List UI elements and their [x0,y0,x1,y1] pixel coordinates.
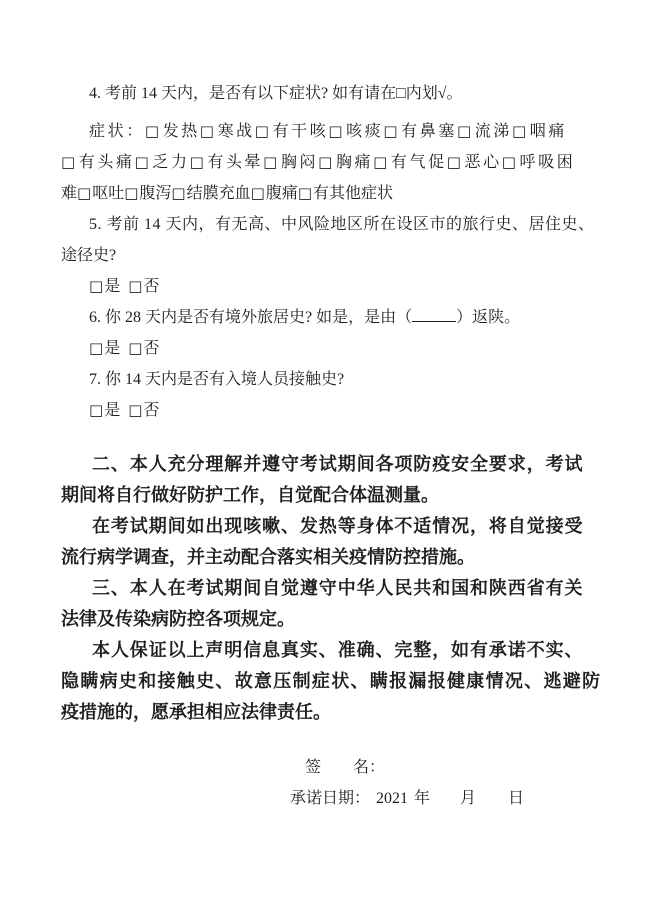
q6-no-label: 否 [143,340,160,357]
declaration-2-line-4: 流行病学调查，并主动配合落实相关疫情防控措施。 [61,547,475,567]
symptoms-line-1 [61,116,589,147]
symptom-label-conjunctival-congestion: 结膜充血 [186,185,251,202]
symptom-label-nausea: 恶心 [464,154,502,171]
symptom-label-other-symptoms: 有其他症状 [313,185,394,202]
q5-yes-checkbox-icon[interactable]: □ [89,277,104,295]
date-year-value: 2021 [376,790,409,807]
signature-row [305,752,589,783]
q5-no-checkbox-icon[interactable]: □ [128,277,143,295]
checkbox-dizziness-icon[interactable]: □ [189,153,207,171]
symptom-label-chest-pain: 胸痛 [335,154,374,171]
declaration-3-line-1: 三、本人在考试期间自觉遵守中华人民共和国和陕西省有关 [92,578,584,598]
symptom-label-nasal-congestion: 有鼻塞 [401,123,457,140]
checkbox-abdominal-pain-icon[interactable]: □ [250,184,265,202]
question-6-answer-row [61,333,589,364]
q7-yes-checkbox-icon[interactable]: □ [89,401,104,419]
symptom-label-shortness-of-breath: 有气促 [390,154,447,171]
checkbox-shortness-of-breath-icon[interactable]: □ [373,153,390,171]
declaration-2-line-1: 二、本人充分理解并遵守考试期间各项防疫安全要求，考试 [92,454,584,474]
symptom-label-dizziness: 有头晕 [207,154,264,171]
q5-no-label: 否 [143,278,160,295]
declaration-pledge-line-3: 疫措施的，愿承担相应法律责任。 [61,702,331,722]
symptom-label-headache: 有头痛 [78,154,135,171]
question-5-answer-row [61,271,589,302]
checkbox-dyspnea-icon[interactable]: □ [501,153,519,171]
checkbox-conjunctival-congestion-icon[interactable]: □ [171,184,186,202]
question-7-answer-row [61,395,589,426]
symptom-label-dyspnea-part1: 呼吸困 [519,154,576,171]
checkbox-runny-nose-icon[interactable]: □ [456,122,474,140]
section-spacer [61,426,589,449]
q7-no-label: 否 [143,402,160,419]
question-6-prefix: 6. 你 28 天内是否有境外旅居史? 如是，是由（ [89,309,413,326]
symptom-label-sputum: 咳痰 [346,123,384,140]
checkbox-chills-icon[interactable]: □ [199,122,217,140]
checkbox-sputum-icon[interactable]: □ [328,122,346,140]
symptom-label-sore-throat: 咽痛 [529,123,567,140]
checkbox-fatigue-icon[interactable]: □ [134,153,152,171]
symptoms-line-2 [61,147,589,178]
question-4-text: 4. 考前 14 天内，是否有以下症状? 如有请在□内划√。 [89,85,463,102]
date-row [290,783,589,814]
checkbox-chest-pain-icon[interactable]: □ [318,153,335,171]
symptom-label-chills: 寒战 [217,123,255,140]
checkbox-diarrhea-icon[interactable]: □ [124,184,139,202]
checkbox-chest-tightness-icon[interactable]: □ [263,153,280,171]
symptom-label-abdominal-pain: 腹痛 [265,185,298,202]
checkbox-sore-throat-icon[interactable]: □ [511,122,529,140]
checkbox-vomiting-icon[interactable]: □ [77,184,92,202]
symptom-label-dry-cough: 有干咳 [272,123,329,140]
q7-yes-label: 是 [104,402,121,419]
q5-yes-label: 是 [104,278,121,295]
symptoms-line-3 [61,178,589,209]
date-year-unit: 年 [414,790,431,807]
symptom-label-diarrhea: 腹泻 [139,185,172,202]
symptom-label-vomiting: 呕吐 [92,185,125,202]
question-5-line-2: 途径史? [61,247,117,264]
symptom-label-fatigue: 乏力 [152,154,190,171]
checkbox-nasal-congestion-icon[interactable]: □ [383,122,401,140]
form-content [61,78,602,814]
question-6-suffix: ）返陕。 [456,309,521,326]
q6-yes-label: 是 [104,340,121,357]
declaration-2-line-2: 期间将自行做好防护工作，自觉配合体温测量。 [61,485,439,505]
checkbox-nausea-icon[interactable]: □ [446,153,464,171]
checkbox-other-symptoms-icon[interactable]: □ [297,184,313,202]
date-day-unit: 日 [508,790,525,807]
date-month-unit: 月 [460,790,477,807]
declaration-2-line-3: 在考试期间如出现咳嗽、发热等身体不适情况，将自觉接受 [92,516,584,536]
return-origin-field[interactable] [412,306,456,322]
q6-no-checkbox-icon[interactable]: □ [128,339,143,357]
q7-no-checkbox-icon[interactable]: □ [128,401,143,419]
date-label: 承诺日期： [290,790,371,807]
question-6-text [61,302,589,333]
signature-spacer [61,728,589,752]
question-5-line-1: 5. 考前 14 天内，有无高、中风险地区所在设区市的旅行史、居住史、 [89,216,595,233]
symptom-label-chest-tightness: 胸闷 [280,154,319,171]
declaration-pledge-line-1: 本人保证以上声明信息真实、准确、完整，如有承诺不实、 [92,640,584,660]
checkbox-headache-icon[interactable]: □ [61,153,78,171]
checkbox-fever-icon[interactable]: □ [144,122,162,140]
symptom-label-dyspnea-part2: 难 [61,185,78,202]
question-7-text: 7. 你 14 天内是否有入境人员接触史? [89,371,345,388]
symptoms-label: 症状： [89,123,145,140]
declaration-pledge-line-2: 隐瞒病史和接触史、故意压制症状、瞒报漏报健康情况、逃避防 [61,671,602,691]
symptom-label-fever: 发热 [162,123,200,140]
symptom-label-runny-nose: 流涕 [474,123,512,140]
declaration-3-line-2: 法律及传染病防控各项规定。 [61,609,295,629]
q6-yes-checkbox-icon[interactable]: □ [89,339,104,357]
checkbox-dry-cough-icon[interactable]: □ [254,122,272,140]
signature-label: 签 名： [305,759,386,776]
